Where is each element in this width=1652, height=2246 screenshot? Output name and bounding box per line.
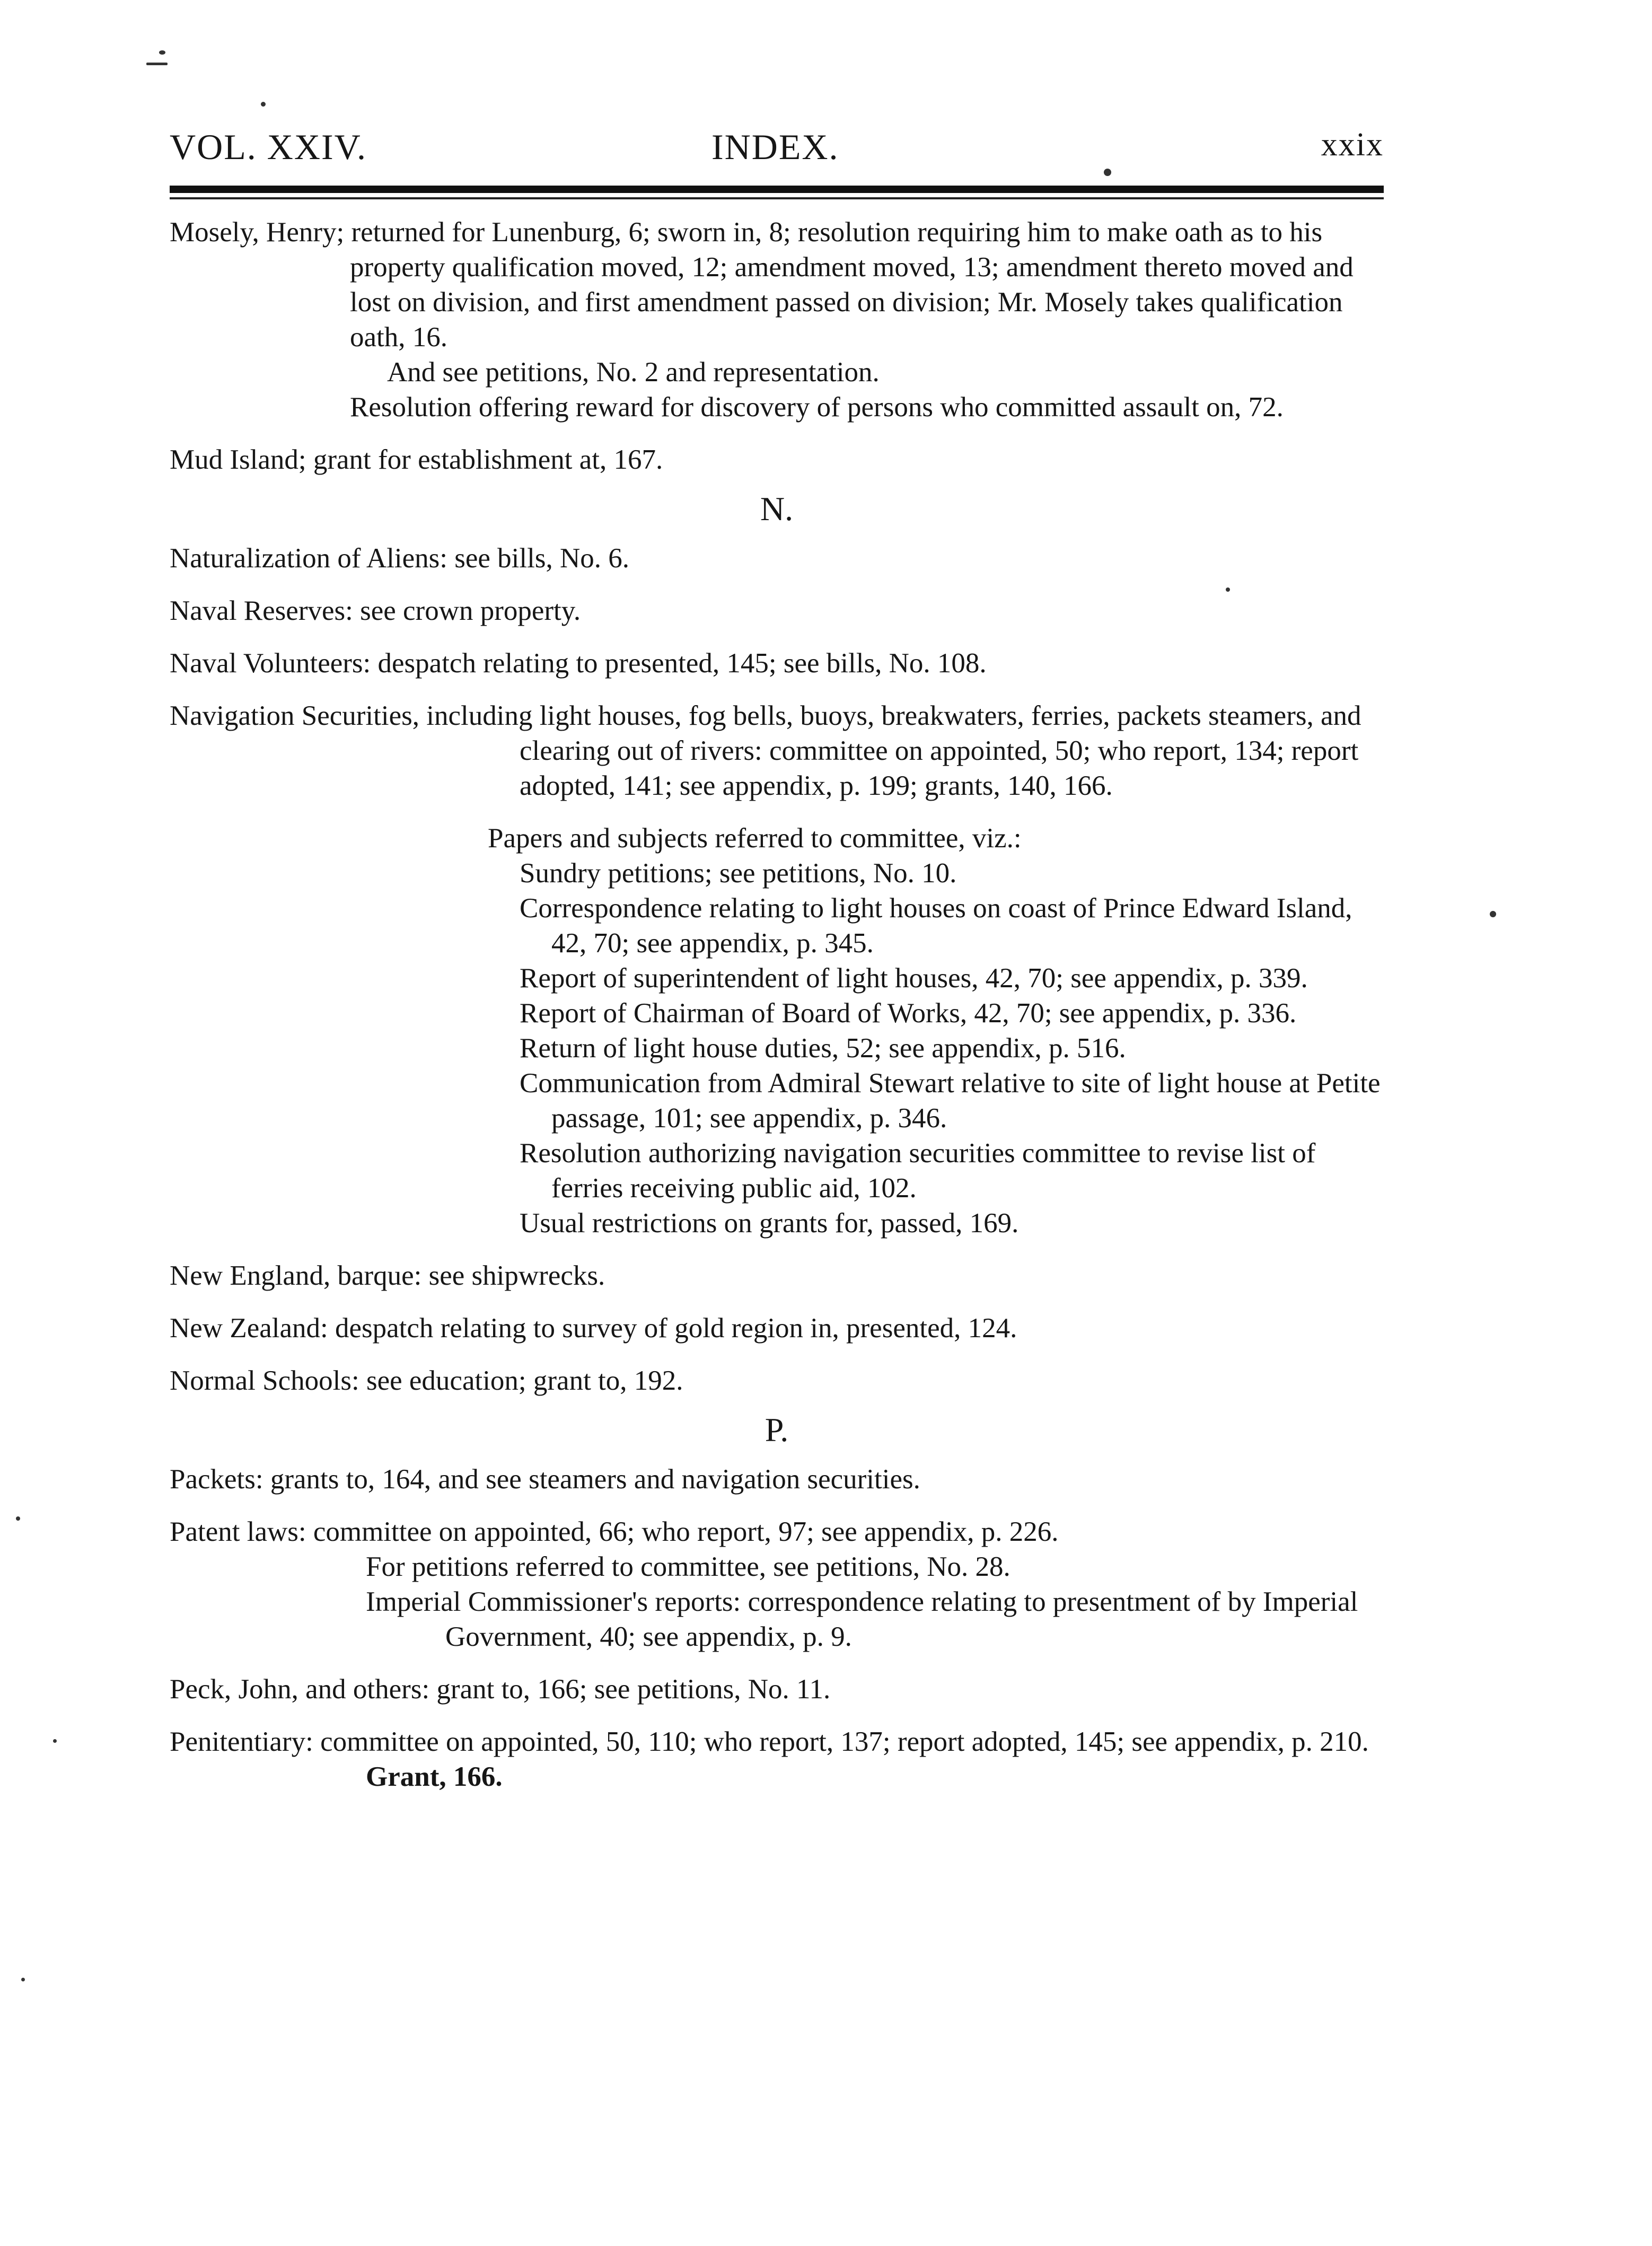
index-entry-navigation-securities: Navigation Securities, including light houses, fog bells, buoys, breakwaters, ferries, packets steamers, and clearing out of rivers: committee on appointed, 50; who report, 134; report adopted, 141; see appendix, p. 199; grants, 140, 166. <box>170 700 1361 801</box>
index-subheading: Papers and subjects referred to committee, viz.: <box>488 823 1022 854</box>
index-subentry: Resolution authorizing navigation securities committee to revise list of ferries receiving public aid, 102. <box>520 1138 1316 1204</box>
scan-speck <box>1104 169 1111 176</box>
scan-speck <box>16 1516 20 1521</box>
scan-speck <box>53 1739 57 1743</box>
index-subentry: Return of light house duties, 52; see appendix, p. 516. <box>520 1033 1126 1064</box>
index-subentry: Report of Chairman of Board of Works, 42, 70; see appendix, p. 336. <box>520 998 1297 1029</box>
index-body <box>170 215 1384 1794</box>
index-subentry: Communication from Admiral Stewart relative to site of light house at Petite passage, 101; see appendix, p. 346. <box>520 1068 1381 1134</box>
index-entry: Naval Volunteers: despatch relating to presented, 145; see bills, No. 108. <box>170 648 987 679</box>
header-rule-thin <box>170 197 1384 199</box>
page-title: INDEX. <box>711 127 839 167</box>
section-letter-p: P. <box>765 1411 789 1449</box>
index-entry: New England, barque: see shipwrecks. <box>170 1260 605 1291</box>
index-entry: Peck, John, and others: grant to, 166; see petitions, No. 11. <box>170 1674 831 1705</box>
index-entry-patent-laws: Patent laws: committee on appointed, 66; who report, 97; see appendix, p. 226. <box>170 1516 1059 1547</box>
index-entry-penitentiary: Penitentiary: committee on appointed, 50, 110; who report, 137; report adopted, 145; see appendix, p. 210. <box>170 1726 1369 1757</box>
running-header <box>170 126 1384 169</box>
index-subentry: Imperial Commissioner's reports: correspondence relating to presentment of by Imperial Government, 40; see appendix, p. 9. <box>366 1586 1358 1652</box>
page-number: xxix <box>1321 127 1384 163</box>
index-entry-mosely: Mosely, Henry; returned for Lunenburg, 6; sworn in, 8; resolution requiring him to make oath as to his property qualification moved, 12; amendment moved, 13; amendment thereto moved and lost on division, and first amendment passed on division; Mr. Mosely takes qualification oath, 16. <box>170 217 1354 353</box>
volume-label: VOL. XXIV. <box>170 127 367 167</box>
index-subentry: For petitions referred to committee, see petitions, No. 28. <box>366 1551 1010 1582</box>
index-subentry: Resolution offering reward for discovery of persons who committed assault on, 72. <box>350 392 1284 423</box>
index-entry: Normal Schools: see education; grant to, 192. <box>170 1365 683 1396</box>
scan-speck <box>261 102 266 107</box>
scan-speck <box>1490 911 1496 917</box>
index-subentry: Correspondence relating to light houses on coast of Prince Edward Island, 42, 70; see appendix, p. 345. <box>520 893 1352 959</box>
index-subentry: Report of superintendent of light houses, 42, 70; see appendix, p. 339. <box>520 963 1308 994</box>
index-subentry: Sundry petitions; see petitions, No. 10. <box>520 858 957 889</box>
index-entry: Packets: grants to, 164, and see steamers and navigation securities. <box>170 1464 920 1495</box>
index-subentry: And see petitions, No. 2 and representation. <box>387 357 880 388</box>
section-letter-n: N. <box>760 490 794 528</box>
index-entry-mud-island: Mud Island; grant for establishment at, 167. <box>170 444 663 475</box>
index-entry: Naturalization of Aliens: see bills, No. 6. <box>170 543 629 574</box>
index-subentry-grant: Grant, 166. <box>366 1761 503 1792</box>
index-entry: New Zealand: despatch relating to survey of gold region in, presented, 124. <box>170 1313 1017 1344</box>
index-subentry: Usual restrictions on grants for, passed, 169. <box>520 1208 1019 1239</box>
scan-speck <box>21 1978 25 1981</box>
scan-speck <box>159 50 165 55</box>
header-rule <box>170 186 1384 193</box>
index-entry: Naval Reserves: see crown property. <box>170 595 581 626</box>
scan-speck <box>146 63 168 65</box>
